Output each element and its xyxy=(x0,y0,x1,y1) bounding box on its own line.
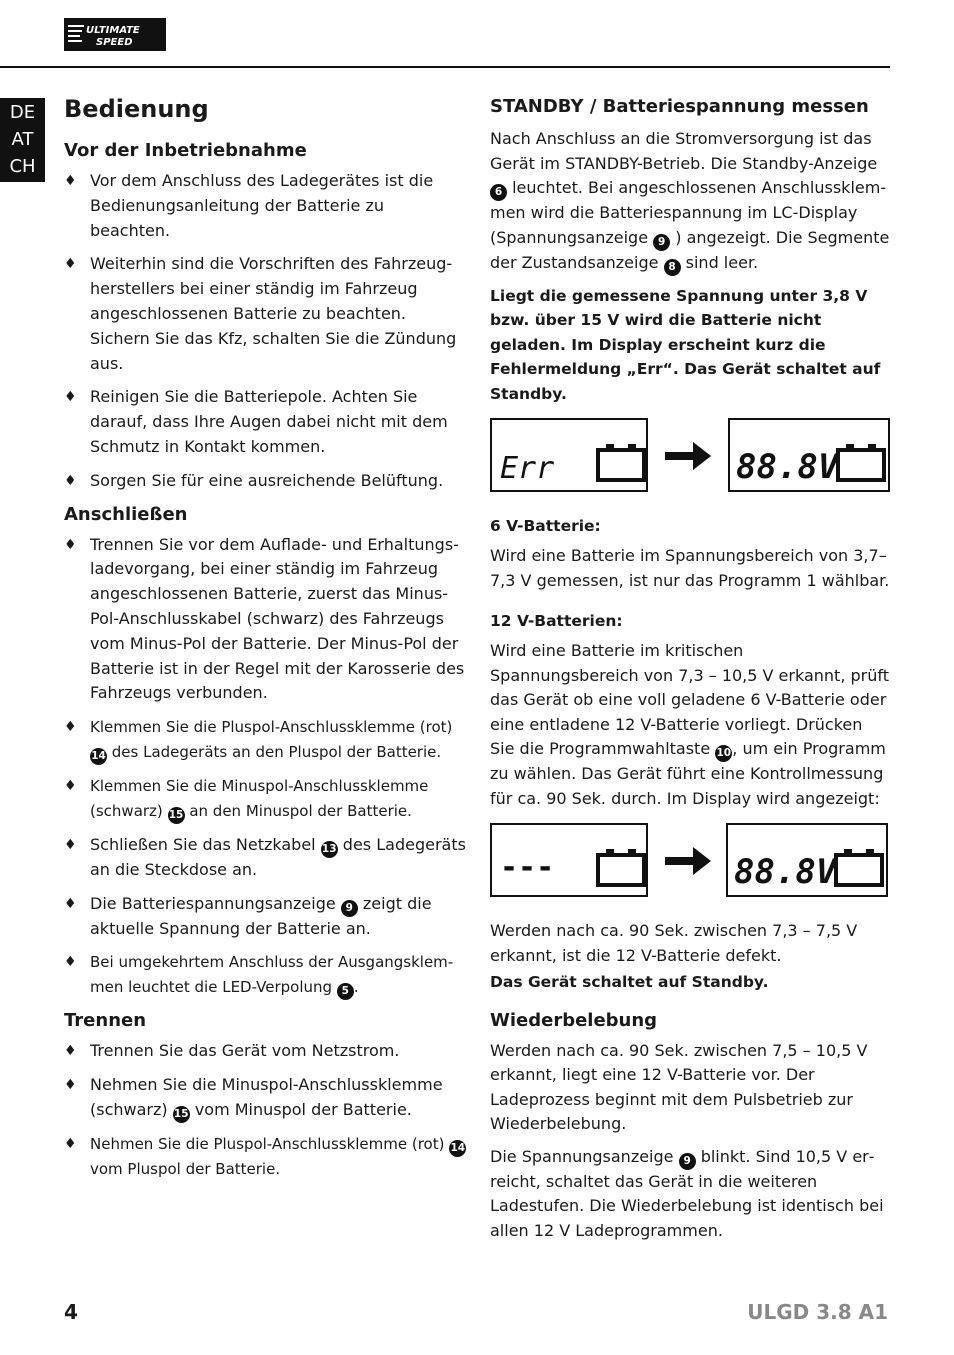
list-item: ♦ Weiterhin sind die Vorschriften des Fahrzeugherstellers bei einer ständig im Fahrzeug angeschlossenen Batterie zu beachten. Sichern Sie das Kfz, schalten Sie die Zündung aus. xyxy=(64,254,457,373)
lang-at: AT xyxy=(11,129,34,150)
section-title-disconnect: Trennen xyxy=(64,1010,147,1032)
list-item: ♦ Schließen Sie das Netzkabel 13 des Ladegeräts an die Steckdose an. xyxy=(64,834,466,879)
callout-number: 14 xyxy=(449,1140,466,1157)
arrow-right-icon xyxy=(665,440,713,472)
paragraph: Wird eine Batterie im kritischen Spannungsbereich von 7,3 – 10,5 V erkannt, prüft das Gerät ob eine voll geladene 6 V-Batterie oder eine entladene 12 V-Batterie vorliegt. Drücken Sie die Programmwahltaste 10, um ein Programm zu wählen. Das Gerät führt eine Kontrollmessung für ca. 90 Sek. durch. Im Display wird angezeigt: xyxy=(490,641,889,808)
lcd-display-dashes xyxy=(490,823,648,897)
callout-number: 9 xyxy=(341,900,358,917)
bullet-icon: ♦ xyxy=(64,472,77,489)
callout-number: 13 xyxy=(321,841,338,858)
preparation-list xyxy=(64,169,468,494)
list-item: ♦ Trennen Sie vor dem Auflade- und Erhaltungsladevorgang, bei einer ständig im Fahrzeug angeschlossenen Batterie, zuerst das Minus-Pol-Anschlusskabel (schwarz) des Fahrzeugs vom Minus-Pol der Batterie. Der Minus-Pol der Batterie ist in der Regel mit der Karosserie des Fahrzeugs verbunden. xyxy=(64,534,465,703)
paragraph: Werden nach ca. 90 Sek. zwischen 7,3 – 7,5 V erkannt, ist die 12 V-Batterie defekt. xyxy=(490,921,858,965)
subtitle-12v: 12 V-Batterien: xyxy=(490,612,623,630)
subtitle-6v: 6 V-Batterie: xyxy=(490,517,601,535)
lcd-illustration-error xyxy=(490,418,890,496)
list-item: ♦ Die Batteriespannungsanzeige 9 zeigt die aktuelle Spannung der Batterie an. xyxy=(64,893,432,938)
bullet-icon: ♦ xyxy=(64,1135,77,1152)
lcd-display-voltage xyxy=(726,823,888,897)
list-item: ♦ Klemmen Sie die Minuspol-Anschlussklemme (schwarz) 15 an den Minuspol der Batterie. xyxy=(64,774,468,824)
paragraph: Wird eine Batterie im Spannungsbereich von 3,7– 7,3 V gemessen, ist nur das Programm 1 wählbar. xyxy=(490,546,890,590)
header-rule xyxy=(0,66,890,68)
page-number: 4 xyxy=(64,1300,78,1324)
list-item: ♦ Klemmen Sie die Pluspol-Anschlussklemme (rot) 14 des Ladegeräts an den Pluspol der Batterie. xyxy=(64,715,468,765)
list-item: ♦ Sorgen Sie für eine ausreichende Belüftung. xyxy=(64,469,468,494)
list-item: ♦ Nehmen Sie die Minuspol-Anschlussklemme (schwarz) 15 vom Minuspol der Batterie. xyxy=(64,1073,468,1123)
callout-number: 9 xyxy=(679,1153,696,1170)
list-item: ♦ Trennen Sie das Gerät vom Netzstrom. xyxy=(64,1039,468,1064)
language-tab xyxy=(0,98,45,182)
section-title-preparation: Vor der Inbetriebnahme xyxy=(64,140,307,161)
callout-number: 10 xyxy=(715,745,732,762)
bullet-icon: ♦ xyxy=(64,836,77,853)
brand-logo xyxy=(64,18,166,51)
bullet-icon: ♦ xyxy=(64,895,77,912)
right-column xyxy=(490,93,890,1251)
warning-paragraph: Liegt die gemessene Spannung unter 3,8 V bzw. über 15 V wird die Batterie nicht geladen. Im Display erscheint kurz die Fehlermeldung „Err“. Das Gerät schaltet auf Standby. xyxy=(490,286,881,403)
section-title-revival: Wiederbelebung xyxy=(490,1009,658,1031)
lcd-voltage-text: 88.8V xyxy=(734,852,837,892)
arrow-right-icon xyxy=(665,845,713,877)
bullet-icon: ♦ xyxy=(64,1076,77,1093)
lcd-error-text: Err xyxy=(500,451,555,486)
bullet-icon: ♦ xyxy=(64,1043,77,1060)
lcd-dashes-text: --- xyxy=(500,850,555,885)
lang-ch: CH xyxy=(9,156,36,177)
disconnect-list xyxy=(64,1039,468,1181)
bullet-icon: ♦ xyxy=(64,389,77,406)
lang-de: DE xyxy=(9,102,36,123)
paragraph: Werden nach ca. 90 Sek. zwischen 7,5 – 10,5 V erkannt, liegt eine 12 V-Batterie vor. Der Ladeprozess beginnt mit dem Pulsbetrieb zur Wiederbelebung. xyxy=(490,1040,868,1133)
logo-line2: SPEED xyxy=(96,37,133,48)
list-item: ♦ Bei umgekehrtem Anschluss der Ausgangsklemmen leuchtet die LED-Verpolung 5 . xyxy=(64,950,468,1000)
section-title-standby: STANDBY / Batteriespannung messen xyxy=(490,96,869,117)
standby-note: Das Gerät schaltet auf Standby. xyxy=(490,973,769,991)
callout-number: 9 xyxy=(653,234,670,251)
bullet-icon: ♦ xyxy=(64,719,77,736)
bullet-icon: ♦ xyxy=(64,777,77,794)
paragraph: Die Spannungsanzeige 9 blinkt. Sind 10,5 V erreicht, schaltet das Gerät in die weiteren Ladestufen. Die Wiederbelebung ist identisch bei allen 12 V Ladeprogrammen. xyxy=(490,1146,884,1240)
list-item: ♦ Vor dem Anschluss des Ladegerätes ist die Bedienungsanleitung der Batterie zu beachten. xyxy=(64,171,434,240)
bullet-icon: ♦ xyxy=(64,173,77,189)
model-number: ULGD 3.8 A1 xyxy=(747,1300,888,1324)
bullet-icon: ♦ xyxy=(64,536,77,553)
callout-number: 6 xyxy=(490,184,507,201)
list-item: ♦ Nehmen Sie die Pluspol-Anschlussklemme (rot) 14 vom Pluspol der Batterie. xyxy=(64,1132,468,1182)
page-title: Bedienung xyxy=(64,95,209,123)
bullet-icon: ♦ xyxy=(64,256,77,273)
list-item: ♦ Reinigen Sie die Batteriepole. Achten Sie darauf, dass Ihre Augen dabei nicht mit dem Schmutz in Kontakt kommen. xyxy=(64,387,448,456)
logo-line1: ULTIMATE xyxy=(86,25,140,36)
lcd-voltage-text: 88.8V xyxy=(736,447,839,487)
callout-number: 15 xyxy=(173,1106,190,1123)
lcd-display-error xyxy=(490,418,648,492)
lcd-display-voltage xyxy=(728,418,890,492)
callout-number: 5 xyxy=(337,983,354,1000)
section-title-connect: Anschließen xyxy=(64,503,188,525)
left-column xyxy=(64,93,468,1191)
paragraph: Nach Anschluss an die Stromversorgung ist das Gerät im STANDBY-Betrieb. Die Standby-Anzeige 6 leuchtet. Bei angeschlossenen Anschlussklemmen wird die Batteriespannung im LC-Display (Spannungsanzeige 9 ) angezeigt. Die Segmente der Zustandsanzeige 8 sind leer. xyxy=(490,127,890,276)
bullet-icon: ♦ xyxy=(64,954,77,971)
callout-number: 14 xyxy=(90,748,107,765)
callout-number: 15 xyxy=(168,807,185,824)
connect-list xyxy=(64,533,468,1001)
callout-number: 8 xyxy=(664,259,681,276)
lcd-illustration-measure xyxy=(490,823,890,901)
